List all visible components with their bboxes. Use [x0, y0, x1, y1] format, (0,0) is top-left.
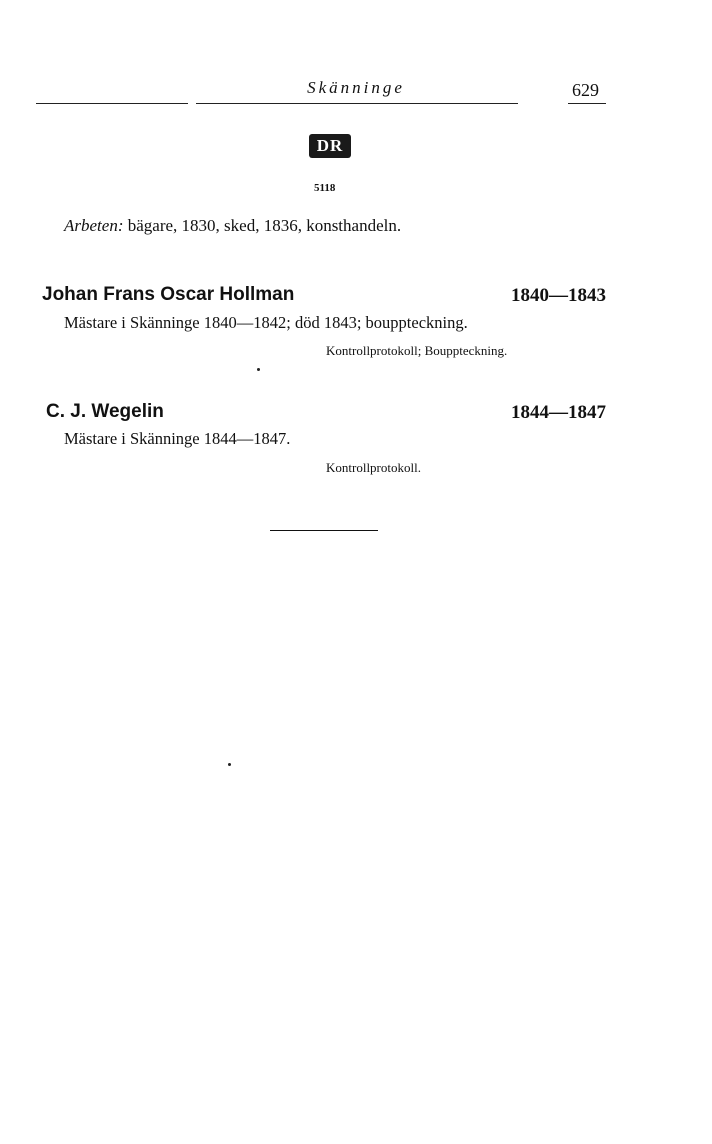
works-text: bägare, 1830, sked, 1836, konsthandeln. — [127, 216, 402, 235]
entry-years: 1844—1847 — [511, 402, 606, 423]
running-head: Skänninge — [307, 78, 405, 97]
entry-name: C. J. Wegelin — [46, 401, 164, 422]
entry-sources: Kontrollprotokoll. — [326, 460, 421, 475]
works-line — [64, 216, 401, 236]
works-label: Arbeten: — [64, 216, 124, 235]
entry-years: 1840—1843 — [511, 285, 606, 306]
print-speck — [228, 763, 231, 766]
header-rule-center — [196, 103, 518, 104]
entry-sources: Kontrollprotokoll; Bouppteckning. — [326, 343, 508, 358]
print-speck — [257, 368, 260, 371]
makers-mark-stamp: DR — [309, 134, 351, 158]
entry-detail: Mästare i Skänninge 1844—1847. — [64, 429, 291, 448]
page-number: 629 — [572, 80, 599, 100]
entry-detail: Mästare i Skänninge 1840—1842; död 1843; bouppteckning. — [64, 313, 468, 332]
header-rule-left — [36, 103, 188, 104]
header-rule-right — [568, 103, 606, 104]
section-end-rule — [270, 530, 378, 531]
entry-name: Johan Frans Oscar Hollman — [42, 284, 295, 305]
makers-mark-number: 5118 — [314, 182, 336, 194]
